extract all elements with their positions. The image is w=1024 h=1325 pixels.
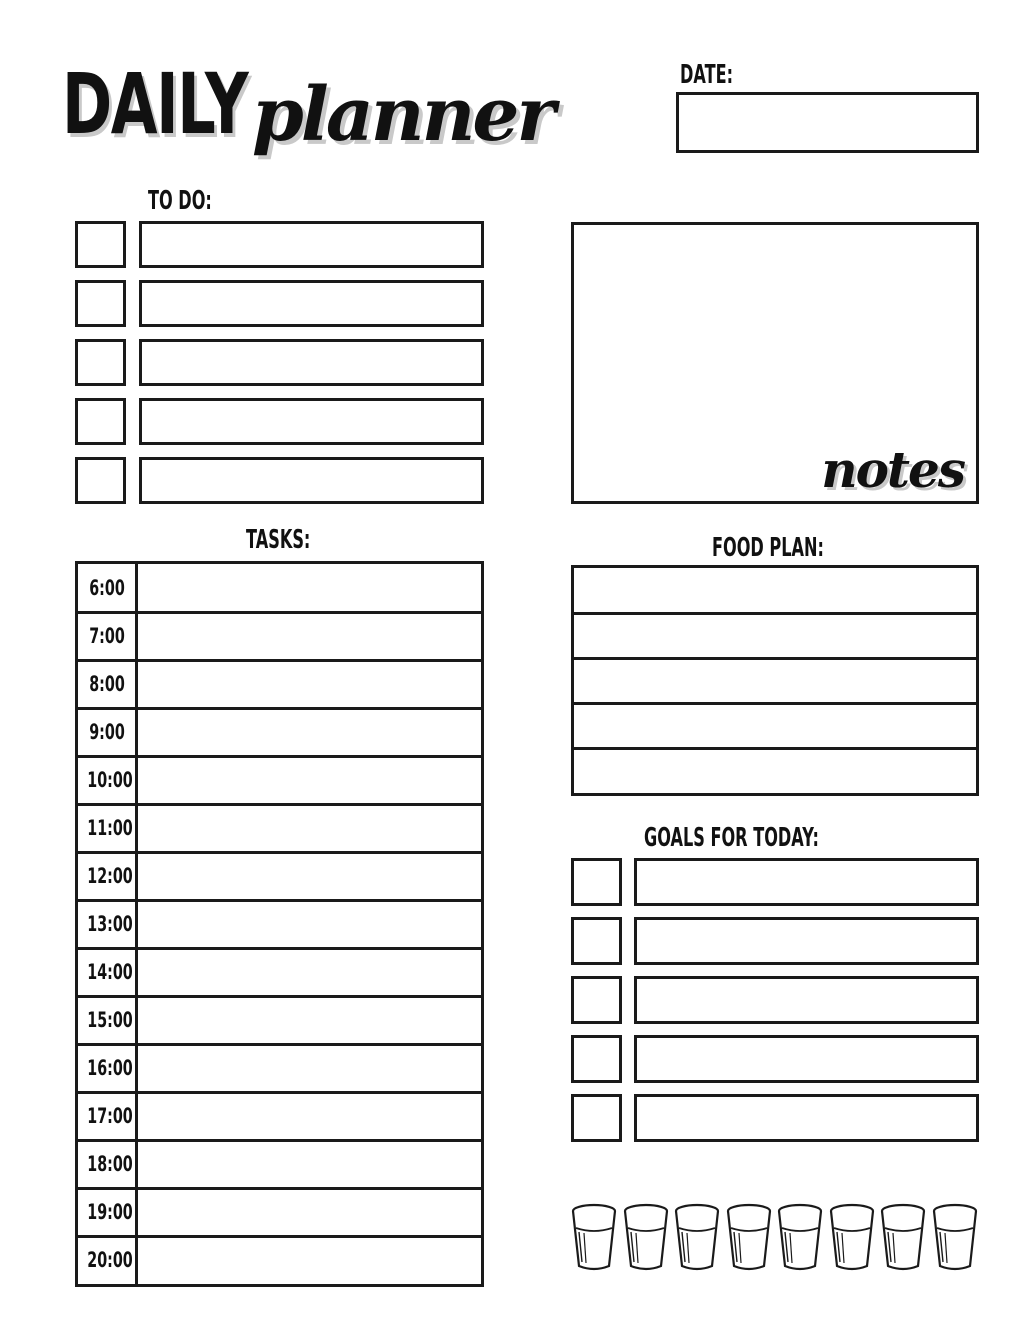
food-entry-field[interactable] bbox=[574, 703, 976, 748]
task-time-label: 15:00 bbox=[87, 1008, 133, 1032]
water-glass-icon[interactable] bbox=[725, 1202, 773, 1274]
task-time-label: 6:00 bbox=[89, 576, 125, 600]
todo-checkbox[interactable] bbox=[75, 398, 126, 445]
task-entry-field[interactable] bbox=[138, 996, 481, 1044]
goal-item-field[interactable] bbox=[634, 858, 979, 906]
todo-item-field[interactable] bbox=[139, 457, 484, 504]
water-glass-icon[interactable] bbox=[776, 1202, 824, 1274]
task-entry-field[interactable] bbox=[138, 948, 481, 996]
task-time-label: 16:00 bbox=[87, 1056, 133, 1080]
task-entry-field[interactable] bbox=[138, 1044, 481, 1092]
task-entry-field[interactable] bbox=[138, 660, 481, 708]
goal-checkbox[interactable] bbox=[571, 976, 622, 1024]
todo-checkbox[interactable] bbox=[75, 457, 126, 504]
goal-checkbox[interactable] bbox=[571, 1094, 622, 1142]
todo-checkbox[interactable] bbox=[75, 339, 126, 386]
todo-item-field[interactable] bbox=[139, 398, 484, 445]
task-entry-field[interactable] bbox=[138, 900, 481, 948]
task-time-label: 18:00 bbox=[87, 1152, 133, 1176]
task-entry-field[interactable] bbox=[138, 1188, 481, 1236]
todo-checkbox[interactable] bbox=[75, 280, 126, 327]
task-time-label: 11:00 bbox=[87, 816, 133, 840]
task-time-label: 7:00 bbox=[89, 624, 125, 648]
notes-box[interactable] bbox=[571, 222, 979, 504]
todo-item-field[interactable] bbox=[139, 339, 484, 386]
task-time-label: 10:00 bbox=[87, 768, 133, 792]
water-tracker bbox=[570, 1200, 980, 1275]
goal-item-field[interactable] bbox=[634, 1035, 979, 1083]
water-glass-icon[interactable] bbox=[828, 1202, 876, 1274]
goal-checkbox[interactable] bbox=[571, 1035, 622, 1083]
goals-label: GOALS FOR TODAY: bbox=[644, 823, 819, 853]
water-glass-icon[interactable] bbox=[622, 1202, 670, 1274]
todo-checkbox[interactable] bbox=[75, 221, 126, 268]
goal-item-field[interactable] bbox=[634, 976, 979, 1024]
goal-item-field[interactable] bbox=[634, 1094, 979, 1142]
goal-checkbox[interactable] bbox=[571, 917, 622, 965]
task-time-label: 20:00 bbox=[87, 1248, 133, 1272]
goal-item-field[interactable] bbox=[634, 917, 979, 965]
task-entry-field[interactable] bbox=[138, 708, 481, 756]
date-label: DATE: bbox=[680, 60, 734, 90]
task-entry-field[interactable] bbox=[138, 564, 481, 612]
task-time-label: 14:00 bbox=[87, 960, 133, 984]
water-glass-icon[interactable] bbox=[673, 1202, 721, 1274]
task-time-label: 19:00 bbox=[87, 1200, 133, 1224]
food-plan-table bbox=[571, 565, 979, 796]
todo-label: TO DO: bbox=[148, 186, 212, 216]
food-entry-field[interactable] bbox=[574, 568, 976, 613]
task-entry-field[interactable] bbox=[138, 1236, 481, 1284]
tasks-table bbox=[75, 561, 484, 1287]
task-entry-field[interactable] bbox=[138, 804, 481, 852]
task-time-label: 13:00 bbox=[87, 912, 133, 936]
water-glass-icon[interactable] bbox=[931, 1202, 979, 1274]
water-glass-icon[interactable] bbox=[879, 1202, 927, 1274]
task-entry-field[interactable] bbox=[138, 1140, 481, 1188]
notes-label: notes bbox=[821, 440, 964, 499]
title-daily: DAILY bbox=[62, 55, 248, 153]
food-entry-field[interactable] bbox=[574, 658, 976, 703]
goal-checkbox[interactable] bbox=[571, 858, 622, 906]
task-time-label: 8:00 bbox=[89, 672, 125, 696]
task-entry-field[interactable] bbox=[138, 756, 481, 804]
task-entry-field[interactable] bbox=[138, 1092, 481, 1140]
date-field[interactable] bbox=[676, 92, 979, 153]
food-plan-label: FOOD PLAN: bbox=[712, 533, 824, 563]
task-entry-field[interactable] bbox=[138, 852, 481, 900]
task-entry-field[interactable] bbox=[138, 612, 481, 660]
food-entry-field[interactable] bbox=[574, 613, 976, 658]
task-time-label: 9:00 bbox=[89, 720, 125, 744]
task-time-label: 12:00 bbox=[87, 864, 133, 888]
todo-item-field[interactable] bbox=[139, 221, 484, 268]
todo-item-field[interactable] bbox=[139, 280, 484, 327]
tasks-label: TASKS: bbox=[246, 525, 311, 555]
food-entry-field[interactable] bbox=[574, 748, 976, 793]
task-time-label: 17:00 bbox=[87, 1104, 133, 1128]
title-planner: planner bbox=[252, 72, 553, 158]
water-glass-icon[interactable] bbox=[570, 1202, 618, 1274]
